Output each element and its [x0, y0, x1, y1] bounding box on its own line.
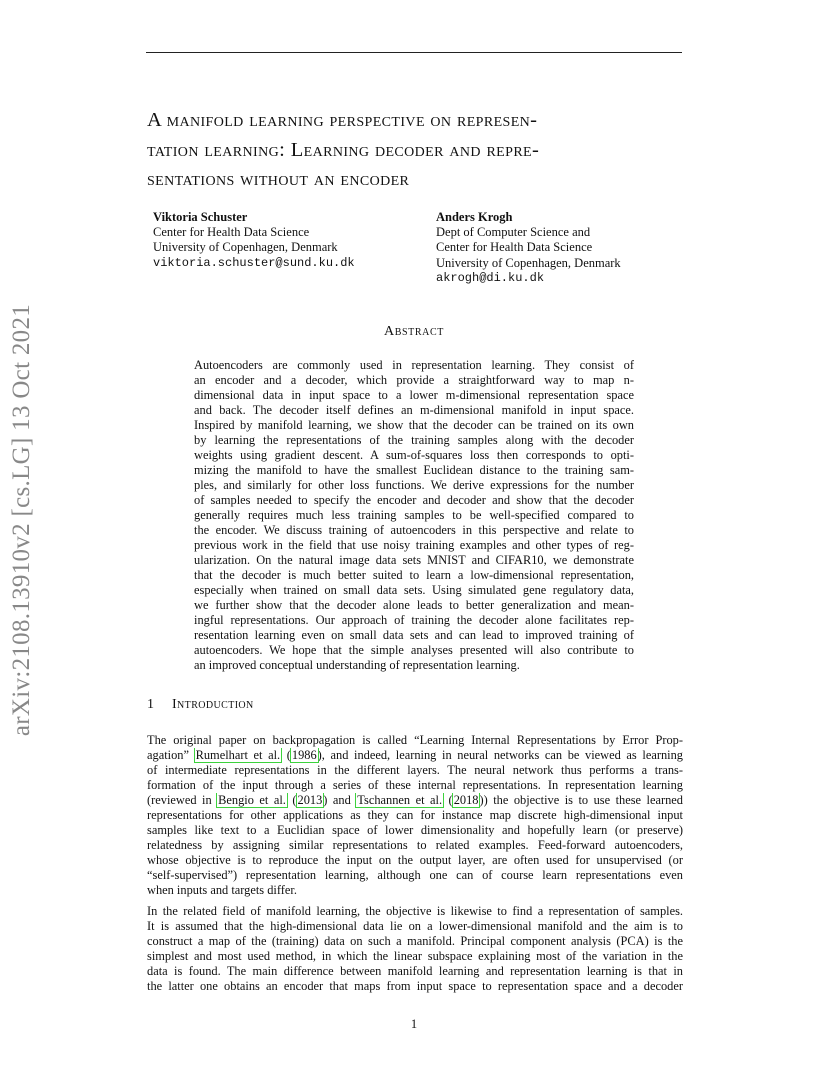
abstract-line: autoencoders. We hope that the simple analyses presented will also contribute to — [194, 643, 634, 657]
paragraph-line: of intermediate representations in the different layers. The neural network thus performs a trans- — [147, 763, 683, 777]
intro-paragraph-2 — [147, 904, 683, 994]
citation-link[interactable]: 1986 — [291, 748, 317, 762]
text-run: (reviewed in — [147, 793, 218, 807]
text-run: ( — [286, 793, 297, 807]
abstract-line: ingful representations. Our approach of training the decoder alone facilitates rep- — [194, 613, 634, 627]
abstract-line: that the decoder is much better suited to learn a low-dimensional representation, — [194, 568, 634, 582]
paragraph-line: formation of the input through a series of these internal representations. In representation learning — [147, 778, 683, 792]
text-run: ( — [443, 793, 453, 807]
citation-link[interactable]: Bengio et al. — [218, 793, 286, 807]
paragraph-line: samples like text to a Euclidian space of lower dimensionality and hopefully learn (or preserve) — [147, 823, 683, 837]
abstract-line: ples, and similarly for other loss functions. We derive expressions for the number — [194, 478, 634, 492]
abstract-line: an improved conceptual understanding of representation learning. — [194, 658, 520, 672]
author-email[interactable]: viktoria.schuster@sund.ku.dk — [153, 255, 355, 270]
text-run: ( — [281, 748, 291, 762]
text-run: agation” — [147, 748, 195, 762]
abstract-line: Autoencoders are commonly used in representation learning. They consist of — [194, 358, 634, 372]
paragraph-line — [147, 793, 683, 808]
abstract-line: an encoder and a decoder, which provide a straightforward way to map n- — [194, 373, 634, 387]
paragraph-line: representations for other applications as they can for instance map discrete high-dimensional input — [147, 808, 683, 822]
abstract-line: resentation learning even on small data sets and can lead to improved training of — [194, 628, 634, 642]
paragraph-line: relatedness by assigning similar representations to related examples. Feed-forward autoencoders, — [147, 838, 683, 852]
text-run: )) the objective is to use these learned — [479, 793, 683, 807]
section-title: Introduction — [172, 697, 254, 712]
author-affiliation: University of Copenhagen, Denmark — [153, 240, 338, 255]
section-heading-introduction — [147, 697, 254, 713]
paragraph-line: In the related field of manifold learning, the objective is likewise to find a representation of samples. — [147, 904, 683, 918]
abstract-line: the encoder. We discuss training of autoencoders in this perspective and relate to — [194, 523, 634, 537]
abstract-line: generally requires much less training samples to be well-specified compared to — [194, 508, 634, 522]
author-name: Viktoria Schuster — [153, 210, 248, 224]
paragraph-line: The original paper on backpropagation is called “Learning Internal Representations by Error Prop- — [147, 733, 683, 747]
citation-link[interactable]: 2018 — [453, 793, 479, 807]
abstract-line: especially when trained on small data sets. Using simulated gene regulatory data, — [194, 583, 634, 597]
paragraph-line: the latter one obtains an encoder that maps from input space to representation space and a decoder — [147, 979, 683, 993]
abstract-body — [194, 358, 634, 673]
paragraph-line: when inputs and targets differ. — [147, 883, 297, 897]
paper-title — [147, 106, 707, 195]
paragraph-line — [147, 748, 683, 763]
abstract-heading: Abstract — [384, 324, 444, 339]
author-affiliation: Center for Health Data Science — [436, 240, 593, 255]
citation-link[interactable]: Rumelhart et al. — [195, 748, 281, 762]
section-number: 1 — [147, 697, 155, 712]
title-line: tation learning: Learning decoder and repre- — [147, 138, 540, 161]
citation-link[interactable]: 2013 — [297, 793, 323, 807]
abstract-line: Inspired by manifold learning, we show that the decoder can be trained on its own — [194, 418, 634, 432]
paragraph-line: It is assumed that the high-dimensional data lie on a lower-dimensional manifold and the aim is to — [147, 919, 683, 933]
author-block-1 — [153, 210, 355, 271]
abstract-line: dimensional data in input space to a lower m-dimensional representation space — [194, 388, 634, 402]
paragraph-line: “self-supervised”) representation learning, although one can of course learn representations even — [147, 868, 683, 882]
title-line: sentations without an encoder — [147, 168, 410, 190]
abstract-line: by learning the representations of the training samples along with the decoder — [194, 433, 634, 447]
arxiv-identifier: arXiv:2108.13910v2 [cs.LG] 13 Oct 2021 — [8, 303, 35, 737]
citation-link[interactable]: Tschannen et al. — [357, 793, 443, 807]
abstract-line: of samples needed to specify the encoder and decoder and show that the decoder — [194, 493, 634, 507]
author-email[interactable]: akrogh@di.ku.dk — [436, 270, 545, 285]
author-affiliation: University of Copenhagen, Denmark — [436, 255, 621, 270]
author-block-2 — [436, 210, 621, 286]
paragraph-line: data is found. The main difference between manifold learning and representation learning is that in — [147, 964, 683, 978]
abstract-line: we further show that the decoder alone leads to better generalization and mean- — [194, 598, 634, 612]
abstract-line: ularization. On the natural image data sets MNIST and CIFAR10, we demonstrate — [194, 553, 634, 567]
top-rule — [146, 52, 682, 53]
author-name: Anders Krogh — [436, 210, 513, 224]
author-affiliation: Center for Health Data Science — [153, 225, 310, 240]
text-run: ), and indeed, learning in neural networks can be viewed as learning — [317, 748, 683, 762]
abstract-line: mizing the manifold to have the smallest Euclidean distance to the training sam- — [194, 463, 634, 477]
paragraph-line: whose objective is to reproduce the input on the output layer, are often used for unsupervised (or — [147, 853, 683, 867]
intro-paragraph-1 — [147, 733, 683, 898]
page-number: 1 — [410, 1017, 418, 1031]
text-run: ) and — [323, 793, 357, 807]
author-affiliation: Dept of Computer Science and — [436, 225, 591, 240]
abstract-line: previous work in the field that use noisy training examples and other types of reg- — [194, 538, 634, 552]
abstract-line: and back. The decoder itself defines an m-dimensional manifold in input space. — [194, 403, 634, 417]
paragraph-line: simplest and most used method, in which the linear subspace explaining most of the variation in the — [147, 949, 683, 963]
paragraph-line: construct a map of the (training) data on such a manifold. Principal component analysis (PCA) is the — [147, 934, 683, 948]
title-line: A manifold learning perspective on represen- — [147, 109, 538, 131]
abstract-line: weights using gradient descent. A sum-of-squares loss then corresponds to opti- — [194, 448, 634, 462]
